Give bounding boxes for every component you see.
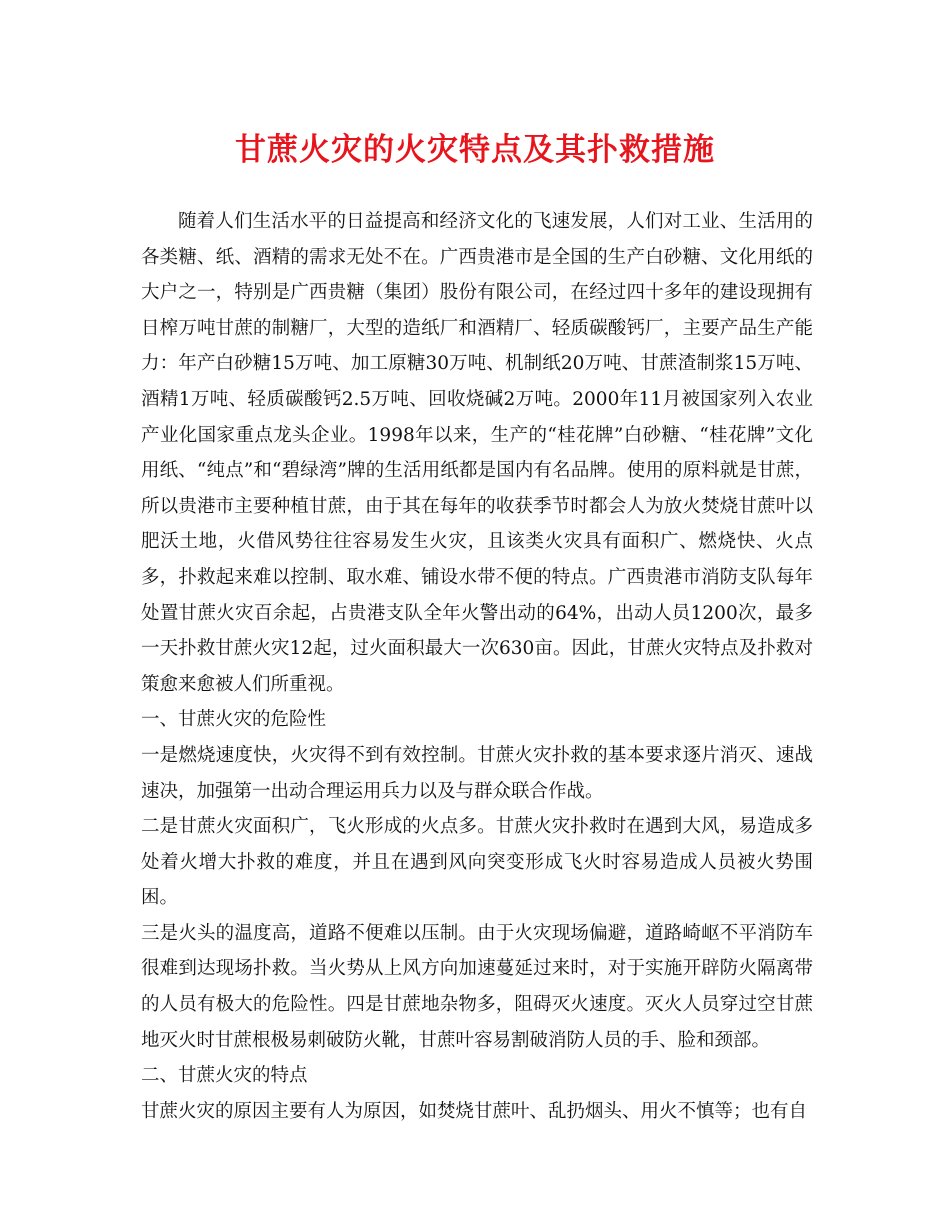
paragraph-danger-1: 一是燃烧速度快，火灾得不到有效控制。甘蔗火灾扑救的基本要求逐片消灭、速战速决，加强第一出动合理运用兵力以及与群众联合作战。 <box>141 744 813 802</box>
paragraph-danger-2: 二是甘蔗火灾面积广，飞火形成的火点多。甘蔗火灾扑救时在遇到大风，易造成多处着火增大扑救的难度，并且在遇到风向突变形成飞火时容易造成人员被火势围困。 <box>141 816 813 909</box>
intro-paragraph: 随着人们生活水平的日益提高和经济文化的飞速发展，人们对工业、生活用的各类糖、纸、酒精的需求无处不在。广西贵港市是全国的生产白砂糖、文化用纸的大户之一，特别是广西贵糖（集团）股份有限公司，在经过四十多年的建设现拥有日榨万吨甘蔗的制糖厂，大型的造纸厂和酒精厂、轻质碳酸钙厂，主要产品生产能力：年产白砂糖15万吨、加工原糖30万吨、机制纸20万吨、甘蔗渣制浆15万吨、酒精1万吨、轻质碳酸钙2.5万吨、回收烧碱2万吨。2000年11月被国家列入农业产业化国家重点龙头企业。1998年以来，生产的“桂花牌”白砂糖、“桂花牌”文化用纸、“纯点”和“碧绿湾”牌的生活用纸都是国内有名品牌。使用的原料就是甘蔗，所以贵港市主要种植甘蔗，由于其在每年的收获季节时都会人为放火焚烧甘蔗叶以肥沃土地，火借风势往往容易发生火灾，且该类火灾具有面积广、燃烧快、火点多，扑救起来难以控制、取水难、铺设水带不便的特点。广西贵港市消防支队每年处置甘蔗火灾百余起，占贵港支队全年火警出动的64%，出动人员1200次，最多一天扑救甘蔗火灾12起，过火面积最大一次630亩。因此，甘蔗火灾特点及扑救对策愈来愈被人们所重视。 <box>141 211 813 695</box>
document-body <box>141 204 813 1129</box>
paragraph-danger-3: 三是火头的温度高，道路不便难以压制。由于火灾现场偏避，道路崎岖不平消防车很难到达现场扑救。当火势从上风方向加速蔓延过来时，对于实施开辟防火隔离带的人员有极大的危险性。四是甘蔗地杂物多，阻碍灭火速度。灭火人员穿过空甘蔗地灭火时甘蔗根极易刺破防火靴，甘蔗叶容易割破消防人员的手、脸和颈部。 <box>141 922 813 1051</box>
section-heading-1: 一、甘蔗火灾的危险性 <box>141 709 327 731</box>
section-heading-2: 二、甘蔗火灾的特点 <box>141 1065 308 1087</box>
paragraph-features: 甘蔗火灾的原因主要有人为原因，如焚烧甘蔗叶、乱扔烟头、用火不慎等；也有自 <box>141 1100 808 1122</box>
document-title: 甘蔗火灾的火灾特点及其扑救措施 <box>235 132 715 168</box>
